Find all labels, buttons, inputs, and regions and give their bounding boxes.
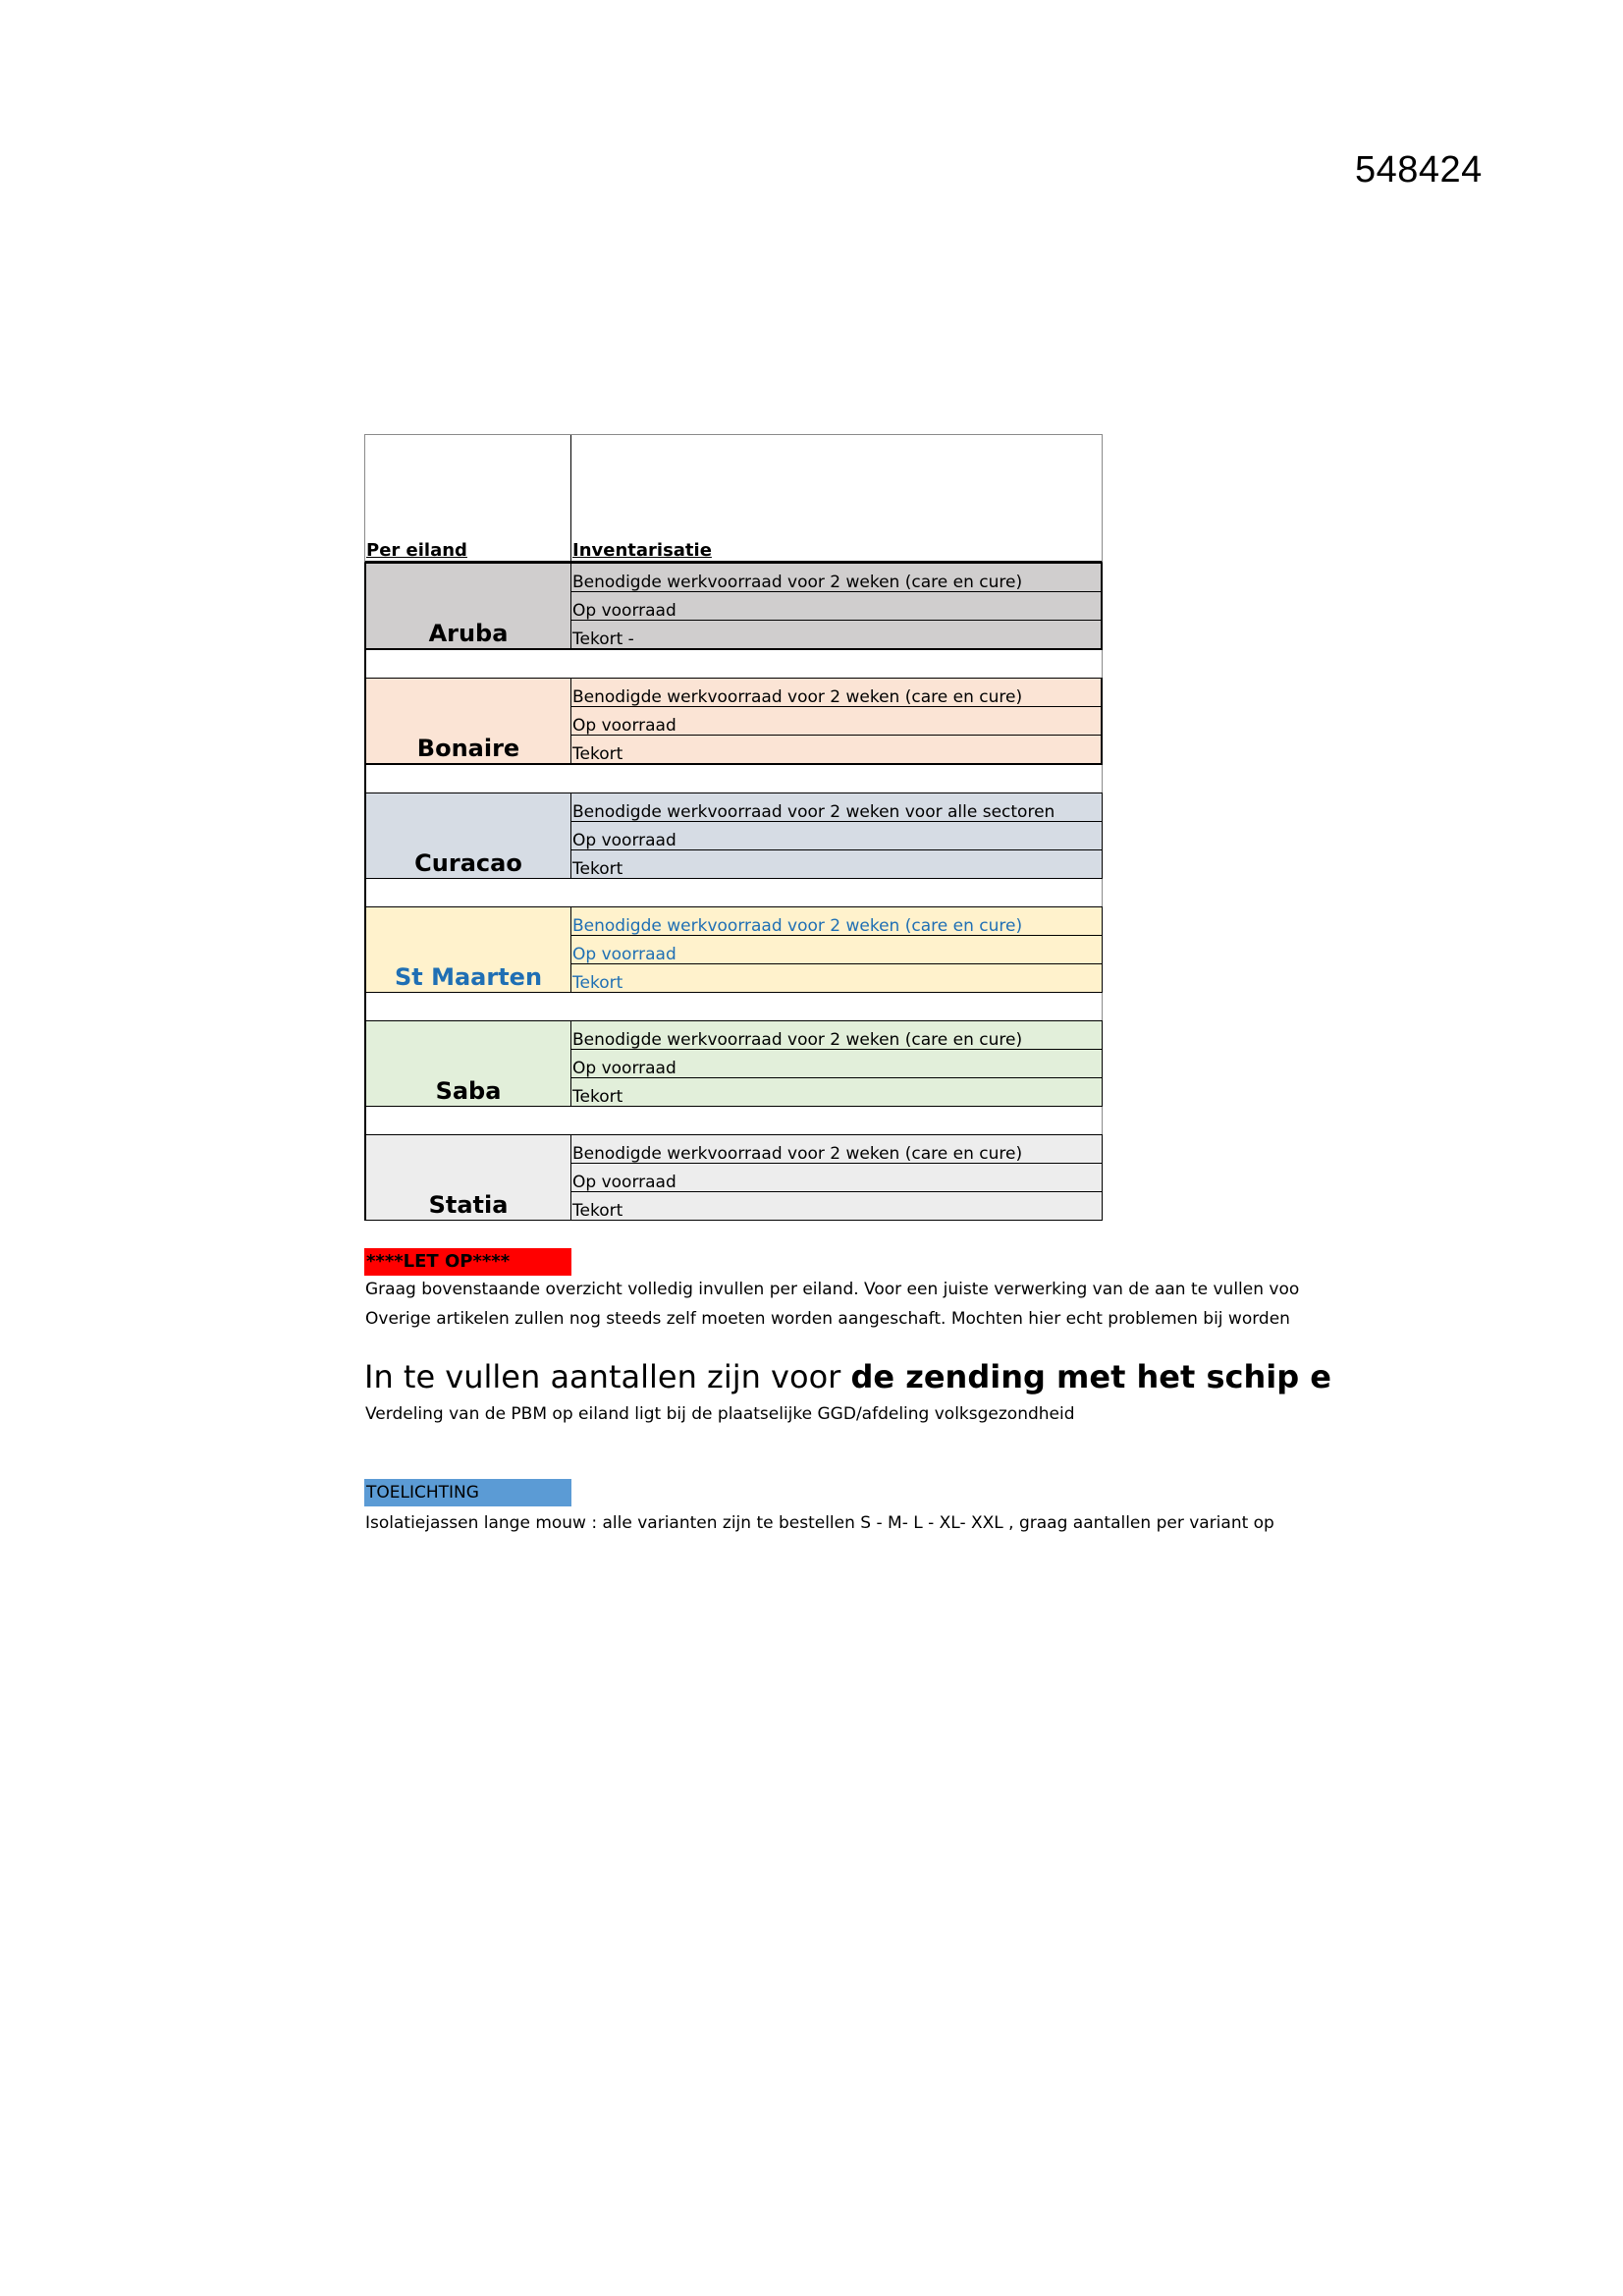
island-name-cell: [366, 1021, 571, 1106]
row-op-voorraad: Op voorraad: [571, 707, 1101, 736]
spacer-row: [364, 765, 1103, 793]
island-name-cell: [366, 1135, 571, 1220]
island-name-cell: [366, 907, 571, 992]
row-benodigde: Benodigde werkvoorraad voor 2 weken (care en cure): [571, 1135, 1102, 1164]
row-tekort: Tekort: [572, 859, 623, 878]
row-tekort: Tekort: [572, 744, 623, 763]
header-inventarisatie-label: Inventarisatie: [572, 540, 712, 561]
row-op-voorraad: Op voorraad: [571, 1164, 1102, 1192]
note-line-2: Overige artikelen zullen nog steeds zelf moeten worden aangeschaft. Mochten hier echt problemen bij worden: [365, 1309, 1290, 1329]
document-number: 548424: [1355, 149, 1483, 191]
row-tekort: Tekort: [572, 973, 623, 992]
island-name: Saba: [435, 1077, 502, 1105]
island-name: Curacao: [414, 849, 522, 877]
shipment-heading: [364, 1358, 1331, 1395]
row-benodigde: Benodigde werkvoorraad voor 2 weken (care en cure): [571, 907, 1102, 936]
row-tekort: Tekort: [572, 1087, 623, 1106]
note-line-3: Verdeling van de PBM op eiland ligt bij de plaatselijke GGD/afdeling volksgezondheid: [365, 1404, 1075, 1424]
island-name-cell: [366, 793, 571, 878]
island-name: Statia: [428, 1191, 509, 1219]
island-block-bonaire: [364, 678, 1103, 765]
toelichting-banner: TOELICHTING: [364, 1479, 571, 1506]
spacer-row: [364, 879, 1103, 906]
island-block-aruba: [364, 563, 1103, 650]
island-name-cell: [366, 564, 571, 648]
row-benodigde: Benodigde werkvoorraad voor 2 weken (care en cure): [571, 564, 1101, 592]
shipment-heading-plain: In te vullen aantallen zijn voor: [364, 1358, 851, 1395]
island-block-curacao: [364, 793, 1103, 879]
spacer-row: [364, 1107, 1103, 1134]
island-name: St Maarten: [394, 963, 543, 991]
table-header: [364, 434, 1103, 563]
row-tekort: Tekort -: [572, 629, 634, 648]
let-op-banner: ****LET OP****: [364, 1248, 571, 1276]
row-op-voorraad: Op voorraad: [571, 1050, 1102, 1078]
island-name: Aruba: [428, 620, 509, 647]
spacer-row: [364, 993, 1103, 1020]
row-op-voorraad: Op voorraad: [571, 592, 1101, 621]
row-benodigde: Benodigde werkvoorraad voor 2 weken (care en cure): [571, 1021, 1102, 1050]
row-op-voorraad: Op voorraad: [571, 936, 1102, 964]
inventory-table: [364, 434, 1103, 1221]
header-per-eiland-label: Per eiland: [366, 540, 467, 561]
row-op-voorraad: Op voorraad: [571, 822, 1102, 850]
note-line-4: Isolatiejassen lange mouw : alle varianten zijn te bestellen S - M- L - XL- XXL , graag aantallen per variant op: [365, 1513, 1274, 1533]
header-per-eiland: [365, 435, 571, 561]
island-block-st-maarten: [364, 906, 1103, 993]
island-name: Bonaire: [416, 735, 520, 762]
row-tekort: Tekort: [572, 1201, 623, 1220]
island-block-saba: [364, 1020, 1103, 1107]
spacer-row: [364, 650, 1103, 678]
island-block-statia: [364, 1134, 1103, 1221]
row-benodigde: Benodigde werkvoorraad voor 2 weken (care en cure): [571, 679, 1101, 707]
row-benodigde: Benodigde werkvoorraad voor 2 weken voor alle sectoren: [571, 793, 1102, 822]
header-inventarisatie: [571, 435, 1102, 561]
shipment-heading-bold: de zending met het schip e: [850, 1358, 1331, 1395]
island-name-cell: [366, 679, 571, 763]
note-line-1: Graag bovenstaande overzicht volledig invullen per eiland. Voor een juiste verwerking van de aan te vullen voo: [365, 1280, 1300, 1299]
